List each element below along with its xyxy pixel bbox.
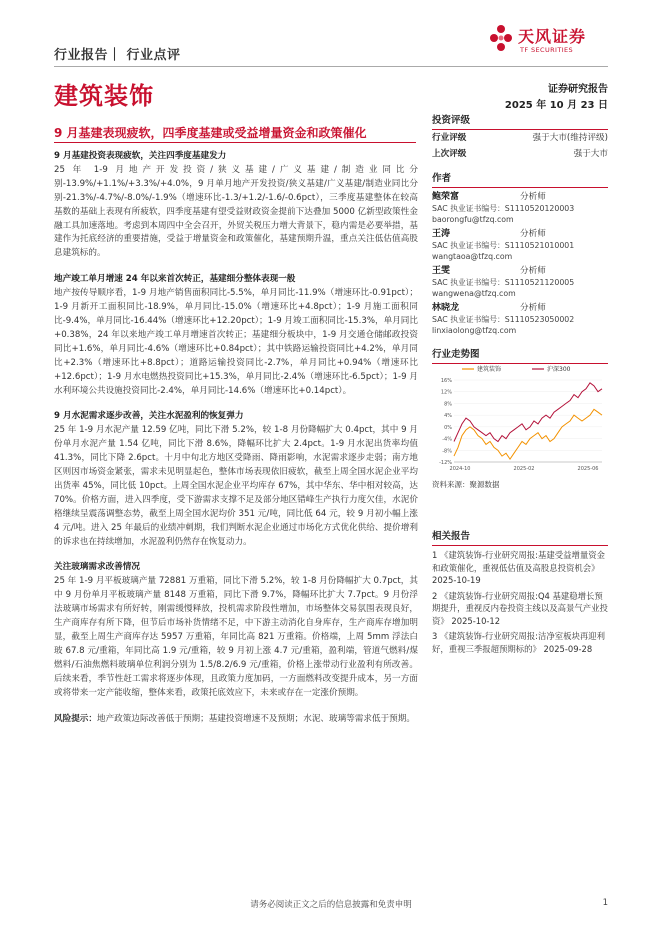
y-tick-label: 16% [440,378,452,384]
analyst-cert: SAC 执业证书编号：S1110521010001 [432,241,575,250]
rating-row [432,130,608,146]
analyst-role: 分析师 [520,303,546,313]
analyst-cert: SAC 执业证书编号：S1110521120005 [432,278,575,287]
risk-text: 地产政策边际改善低于预期；基建投资增速不及预期；水泥、玻璃等需求低于预期。 [96,713,415,724]
rating-row [432,146,608,162]
related-report-date: 2025-10-19 [432,575,481,585]
rating-value: 强于大市 [573,149,608,159]
related-report-item[interactable] [432,630,608,655]
trend-chart [432,362,608,474]
rating-panel [432,112,608,162]
report-type: 证券研究报告 [548,84,608,95]
analyst-email[interactable]: baorongfu@tfzq.com [432,215,514,224]
analyst-name: 王雯 [432,266,451,276]
related-report-item[interactable] [432,549,608,587]
section-body: 25 年 1-9 月地产开发投资/狭义基建/广义基建/制造业同比分别-13.9%/+1.1%/+3.3%/+4.0%，9 月单月地产开发投资/狭义基建/广义基建/制造业同比分别-21.3%/-4.7%/-8.0%/-1.9%（增速环比-1.3/+1.2/-1.6/-0.6pct），三季度基建整体在较高基数的基础上表现有所疲软，四季度基建有望受益财政资金提前下达叠加 5000 亿新型政策性金融工具加速落地。考虑到本周四中全会召开，外贸关税压力增大背景下，稳内需是必要举措，基建作为托底经济的重要措施，受益于增量资金和政策催化，基建预期升温，重点关注低估值高股息建筑标的。 [54,164,418,259]
related-report-text[interactable]: 2 《建筑装饰-行业研究周报:Q4 基建稳增长预期提升，重视反内卷投资主线以及高景气产业投资》 [432,590,608,626]
related-report-date: 2025-09-28 [543,643,593,654]
footer-disclaimer: 请务必阅读正文之后的信息披露和免责申明 [250,900,412,910]
header-divider [54,66,608,67]
y-tick-label: 12% [440,389,452,396]
analyst-email[interactable]: wangtaoa@tfzq.com [432,252,513,261]
y-tick-label: 0% [444,424,452,431]
analyst-card [432,266,608,299]
chart-source: 资料来源：聚源数据 [432,480,500,489]
logo-text-en: TF SECURITIES [520,46,574,54]
report-date: 2025 年 10 月 23 日 [504,100,608,111]
analyst-role: 分析师 [520,229,546,239]
legend-label: 沪深300 [547,366,571,373]
related-report-text[interactable]: 3 《建筑装饰-行业研究周报:洁净室板块再迎利好，重视三季报超预期标的》 [432,631,605,654]
rating-title: 投资评级 [432,115,471,126]
section-title: 关注玻璃需求改善情况 [54,562,140,573]
y-tick-label: -4% [442,436,452,443]
y-tick-label: -8% [442,448,452,455]
risk-label: 风险提示： [54,713,97,724]
related-panel [432,528,608,658]
risk-warning [54,713,418,727]
sector-title: 建筑装饰 [54,82,154,110]
report-category: 行业报告｜ 行业点评 [54,48,181,63]
analyst-name: 鲍荣富 [432,192,460,202]
page-number: 1 [602,898,608,908]
report-headline: 9 月基建表现疲软，四季度基建或受益增量资金和政策催化 [54,126,367,140]
analyst-role: 分析师 [520,192,546,202]
y-tick-label: 8% [444,401,452,408]
y-tick-label: 4% [444,413,452,420]
analyst-role: 分析师 [520,266,546,276]
related-report-text[interactable]: 1 《建筑装饰-行业研究周报:基建受益增量资金和政策催化，重视低估值及高股息投资机会》 [432,550,605,573]
headline-divider [54,142,416,143]
main-body [54,150,418,726]
series-line-0 [454,409,602,459]
analyst-email[interactable]: linxiaolong@tfzq.com [432,326,517,335]
logo-text-cn: 天风证券 [518,27,587,46]
x-tick-label: 2024-10 [449,466,471,472]
x-tick-label: 2025-06 [577,466,599,472]
legend-label: 建筑装饰 [477,366,502,373]
section-body: 地产按传导顺序看，1-9 月地产销售面积同比-5.5%，单月同比-11.9%（增速环比-0.91pct）；1-9 月新开工面积同比-18.9%，单月同比-15.0%（增速环比+4.8pct）；1-9 月施工面积同比-9.4%，单月同比-16.44%（增速环比+12.20pct）；1-9 月竣工面积同比-15.3%，单月同比+0.38%，24 年以来地产竣工单月增速首次转正；基建细分板块中，1-9 月交通仓储邮政投资同比+1.6%，单月同比-4.6%（增速环比+0.84pct）；其中铁路运输投资同比+4.2%，单月同比+2.3%（增速环比+8.8pct）；道路运输投资同比-2.7%，单月同比+0.94%（增速环比+12.6pct）；1-9 月水电燃热投资同比+15.3%，单月同比-2.4%（增速环比-6.5pct）；1-9 月水利环境公共设施投资同比-2.4%，单月同比-14.6%（增速环比+0.14pct）。 [54,288,418,396]
rating-label: 上次评级 [432,149,467,159]
section-body: 25 年 1-9 月平板玻璃产量 72881 万重箱，同比下滑 5.2%，较 1-8 月份降幅扩大 0.7pct，其中 9 月份单月平板玻璃产量 8148 万重箱，同比下滑 9.7%，降幅环比扩大 7.7pct。9 月份浮法玻璃市场需求有所好转，刚需缓慢释放，投机需求阶段性增加，市场整体交易氛围表现良好，生产商库存有所下降，但节后市场补货情绪不足，中下游主动消化自身库存，生产商库存增加明显，截至上周生产商库存达 5957 万重箱，年同比高 821 万重箱。价格端，上周 5mm 浮法白玻 67.8 元/重箱，年同比高 1.9 元/重箱，较 9 月初上涨 4.7 元/重箱，盈利端，管道气燃料/煤燃料/石油焦燃料玻璃单位利润分别为 1.5/8.2/6.9 元/重箱，价格上涨带动行业盈利有所改善。后续来看，季节性赶工需求将逐步体现，且政策力度加码，一方面燃料改变提升成本，另一方面或将带来一定产能收缩，整体来看，政策托底效应下，未来或存在一定涨价预期。 [54,576,418,698]
analyst-name: 王涛 [432,229,451,239]
rating-value: 强于大市(维持评级) [532,133,608,143]
analyst-cert: SAC 执业证书编号：S1110520120003 [432,204,575,213]
section-title: 地产竣工单月增速 24 年以来首次转正，基建细分整体表现一般 [54,274,296,285]
related-report-date: 2025-10-12 [451,615,501,626]
analyst-card [432,303,608,336]
authors-title: 作者 [432,173,452,184]
section-title: 9 月水泥需求逐步改善，关注水泥盈利的恢复弹力 [54,411,244,422]
related-report-item[interactable] [432,590,608,628]
trend-title: 行业走势图 [432,349,480,360]
section-body: 25 年 1-9 月水泥产量 12.59 亿吨，同比下滑 5.2%，较 1-8 月份降幅扩大 0.4pct，其中 9 月份单月水泥产量 1.54 亿吨，同比下滑 8.6%，降幅环比扩大 2.4pct。1-9 月水泥出货率均值 41.3%，同比下降 2.6pct。十月中旬北方地区受降雨、降雨影响，水泥需求逐步走弱；南方地区则因市场资金紧张，需求未见明显起色，整体市场表现依旧疲软，截至上周全国水泥企业平均出货率 45%，同比低 10pct。上周全国水泥企业平均库存 67%，其中华东、华中相对较高，达 70%。价格方面，进入四季度，受下游需求支撑不足及部分地区错峰生产执行力度欠佳，水泥价格继续呈震荡调整态势，截至上周全国水泥均价 351 元/吨，同比低 64 元，较 9 月初小幅上涨 4 元/吨。进入 25 年最后的业绩冲刺期，我们判断水泥企业通过市场化方式优化供给、提价增利的诉求也在持续增加，水泥盈利仍然存在恢复动力。 [54,425,418,547]
y-tick-label: -12% [439,460,452,466]
x-tick-label: 2025-02 [513,466,535,472]
authors-panel [432,170,608,336]
analyst-email[interactable]: wangwena@tfzq.com [432,289,516,298]
section-title: 9 月基建投资表现疲软，关注四季度基建发力 [54,151,227,161]
logo-mark-icon [488,24,514,58]
analyst-name: 林晓龙 [432,303,460,313]
rating-label: 行业评级 [432,133,467,143]
analyst-cert: SAC 执业证书编号：S1110523050002 [432,315,575,324]
analyst-card [432,229,608,262]
related-title: 相关报告 [432,531,471,542]
analyst-card [432,192,608,225]
company-logo [488,22,608,66]
